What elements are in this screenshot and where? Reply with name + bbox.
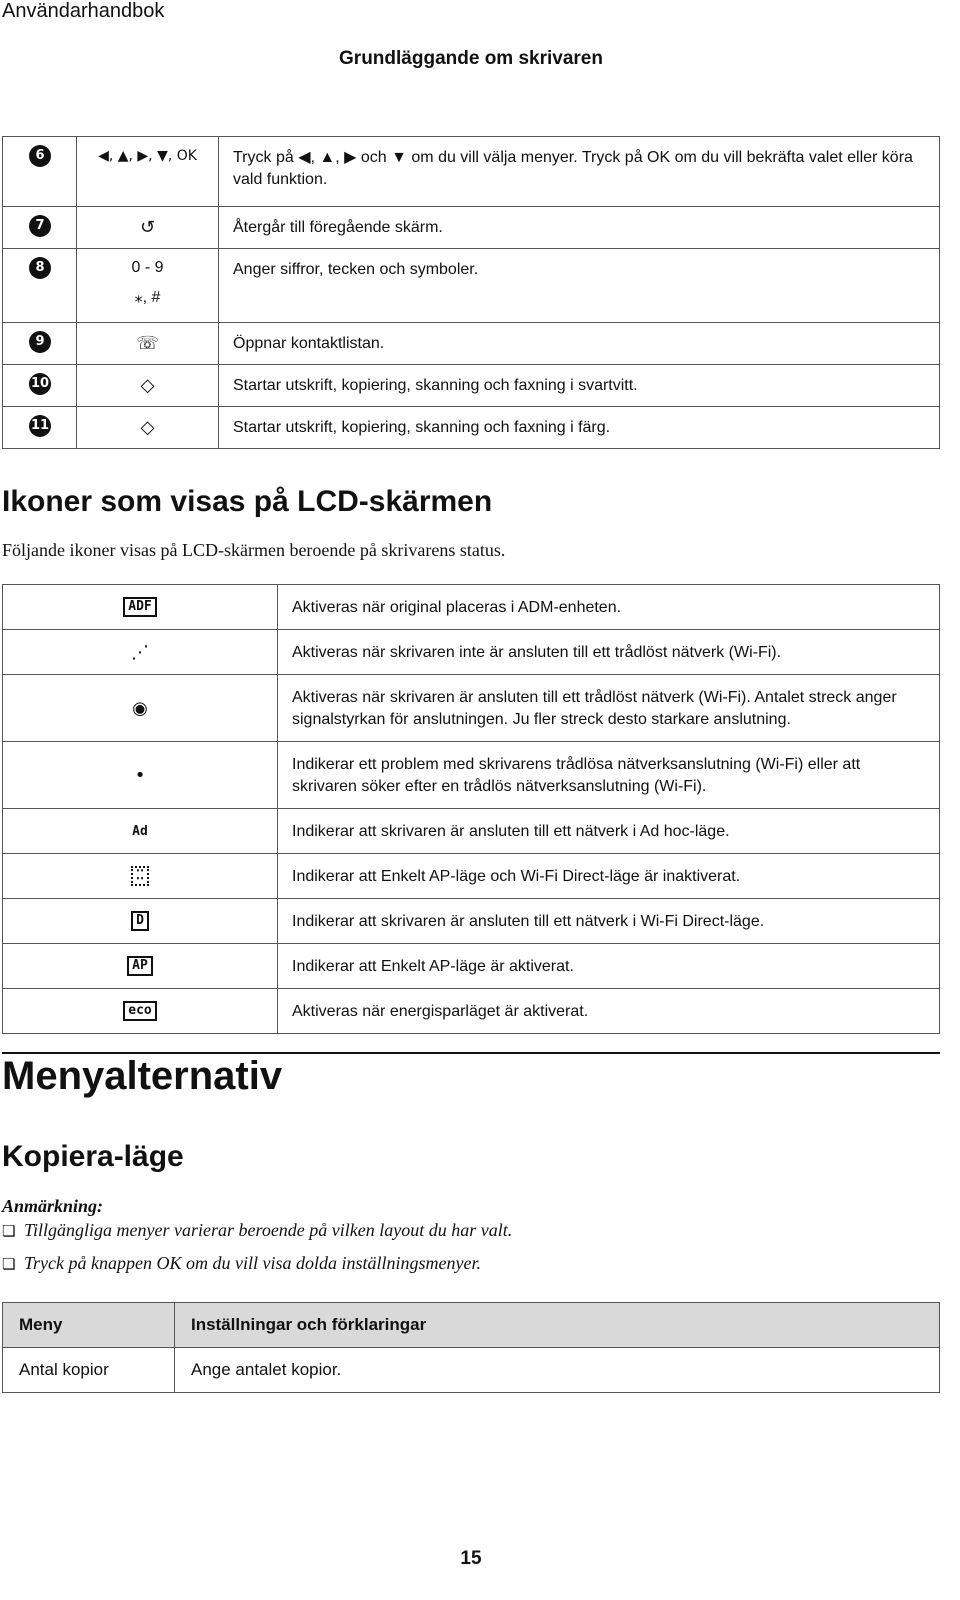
ap-inactive-icon: ⁚⁚ — [131, 866, 149, 886]
start-bw-icon: ◇ — [140, 375, 155, 396]
checkbox-bullet-icon: ❏ — [2, 1255, 16, 1273]
button-description: Startar utskrift, kopiering, skanning och faxning i färg. — [219, 407, 940, 449]
button-description: Tryck på ◀, ▲, ▶ och ▼ om du vill välja menyer. Tryck på OK om du vill bekräfta valet eller köra vald funktion. — [219, 137, 940, 207]
icon-description: Indikerar att Enkelt AP-läge är aktiverat. — [278, 944, 940, 989]
menu-heading: Menyalternativ — [2, 1054, 283, 1098]
wifi-problem-icon: • — [134, 764, 146, 786]
menu-table — [2, 1302, 940, 1393]
lcd-icons-table — [2, 584, 940, 1034]
table-header-row — [3, 1303, 940, 1348]
icon-description: Aktiveras när skrivaren inte är ansluten till ett trådlöst nätverk (Wi-Fi). — [278, 630, 940, 675]
lcd-section-intro: Följande ikoner visas på LCD-skärmen beroende på skrivarens status. — [2, 540, 506, 560]
column-header: Meny — [3, 1303, 175, 1348]
column-header: Inställningar och förklaringar — [175, 1303, 940, 1348]
contacts-icon: ☏ — [136, 333, 159, 354]
table-row — [3, 742, 940, 809]
icon-description: Indikerar att skrivaren är ansluten till ett nätverk i Ad hoc-läge. — [278, 809, 940, 854]
icon-description: Aktiveras när energisparläget är aktiverat. — [278, 989, 940, 1034]
table-row — [3, 809, 940, 854]
table-row — [3, 899, 940, 944]
callout-number: 6 — [29, 145, 51, 167]
note-title: Anmärkning: — [2, 1196, 104, 1216]
page-number: 15 — [460, 1548, 482, 1569]
table-row — [3, 207, 940, 249]
table-row — [3, 365, 940, 407]
callout-number: 11 — [29, 415, 51, 437]
icon-description: Indikerar ett problem med skrivarens trådlösa nätverksanslutning (Wi-Fi) eller att skrivaren söker efter en trådlös nätverksanslutning (Wi-Fi). — [278, 742, 940, 809]
callout-number: 7 — [29, 215, 51, 237]
numeric-keys-label: 0 - 9 — [131, 259, 164, 276]
table-row — [3, 407, 940, 449]
table-row — [3, 585, 940, 630]
button-description: Startar utskrift, kopiering, skanning och faxning i svartvitt. — [219, 365, 940, 407]
eco-icon: eco — [123, 1001, 156, 1021]
adf-icon: ADF — [123, 597, 156, 617]
back-icon: ↺ — [139, 217, 156, 238]
checkbox-bullet-icon: ❏ — [2, 1222, 16, 1240]
icon-description: Aktiveras när skrivaren är ansluten till ett trådlöst nätverk (Wi-Fi). Antalet streck anger signalstyrkan för anslutningen. Ju fler streck desto starkare anslutning. — [278, 675, 940, 742]
buttons-table — [2, 136, 940, 449]
list-item: ❏ Tillgängliga menyer varierar beroende på vilken layout du har valt. — [2, 1220, 513, 1240]
manual-title: Användarhandbok — [2, 0, 165, 22]
wifi-connected-icon: ◉ — [132, 697, 148, 719]
button-description: Öppnar kontaktlistan. — [219, 323, 940, 365]
table-row — [3, 989, 940, 1034]
table-row — [3, 675, 940, 742]
table-row — [3, 1348, 940, 1393]
table-cell: Ange antalet kopior. — [175, 1348, 940, 1393]
table-row — [3, 944, 940, 989]
table-cell: Antal kopior — [3, 1348, 175, 1393]
list-item: ❏ Tryck på knappen OK om du vill visa dolda inställningsmenyer. — [2, 1253, 481, 1273]
table-row — [3, 630, 940, 675]
simple-ap-icon: AP — [127, 956, 153, 976]
callout-number: 10 — [29, 373, 51, 395]
callout-number: 9 — [29, 331, 51, 353]
star-hash-keys-label: ⁎, # — [134, 289, 161, 306]
wifi-disconnected-icon: ⋰ — [131, 641, 149, 663]
note-list — [2, 1220, 902, 1286]
icon-description: Indikerar att skrivaren är ansluten till ett nätverk i Wi-Fi Direct-läge. — [278, 899, 940, 944]
arrow-keys-icon: ◀, ▲, ▶, ▼, OK — [98, 148, 197, 164]
button-description: Anger siffror, tecken och symboler. — [219, 249, 940, 323]
table-row — [3, 323, 940, 365]
wifi-adhoc-icon: Ad — [132, 824, 148, 839]
start-color-icon: ◇ — [140, 417, 155, 438]
table-row — [3, 854, 940, 899]
table-row — [3, 137, 940, 207]
section-title: Grundläggande om skrivaren — [339, 48, 603, 69]
lcd-section-heading: Ikoner som visas på LCD-skärmen — [2, 485, 493, 518]
table-row — [3, 249, 940, 323]
copy-mode-heading: Kopiera-läge — [2, 1140, 184, 1173]
wifi-direct-icon: D — [131, 911, 149, 931]
callout-number: 8 — [29, 257, 51, 279]
icon-description: Indikerar att Enkelt AP-läge och Wi-Fi Direct-läge är inaktiverat. — [278, 854, 940, 899]
icon-description: Aktiveras när original placeras i ADM-enheten. — [278, 585, 940, 630]
button-description: Återgår till föregående skärm. — [219, 207, 940, 249]
